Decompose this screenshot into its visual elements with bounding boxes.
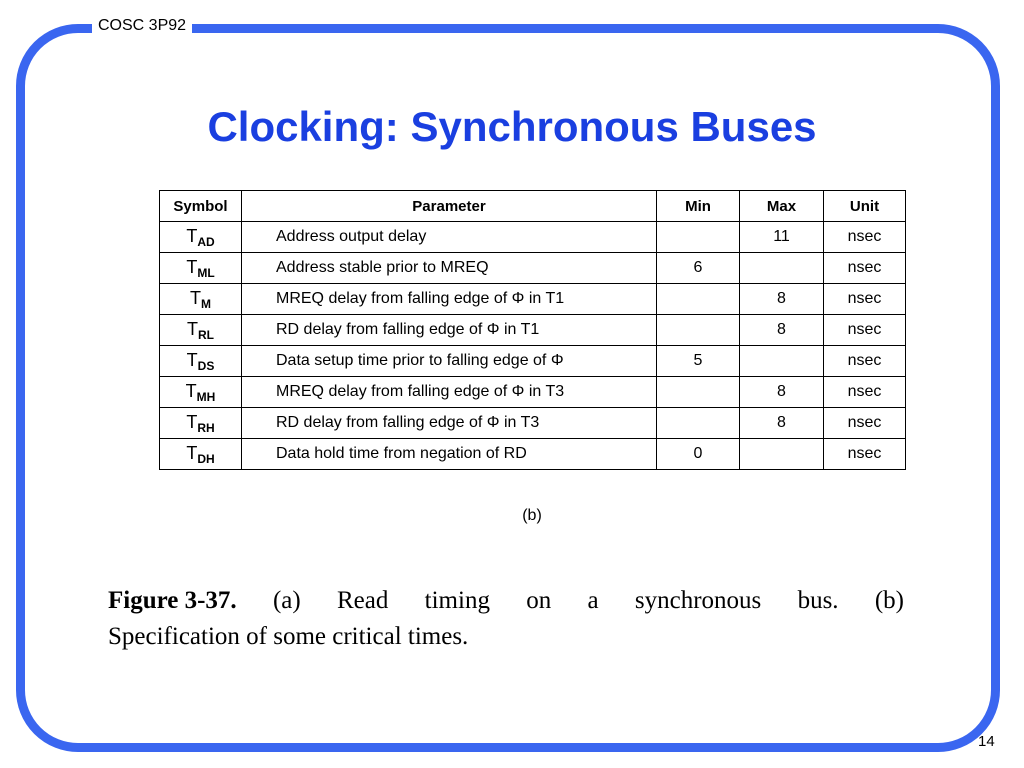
cell-max [740,253,824,284]
cell-min [657,377,740,408]
caption-word: a [587,587,599,614]
header-max: Max [740,191,824,222]
cell-parameter [242,315,657,346]
page-number: 14 [978,733,995,750]
symbol-subscript: M [201,296,211,311]
parameter-text: RD delay from falling edge of Φ in T3 [276,414,540,431]
cell-min [657,408,740,439]
symbol-subscript: MH [196,389,216,404]
cell-min [657,222,740,253]
caption-word: bus. [797,587,839,614]
symbol-base: T [186,225,198,246]
table-row [160,222,906,253]
symbol-base: T [186,411,198,432]
cell-min: 5 [657,346,740,377]
cell-unit: nsec [824,346,906,377]
parameter-text: Address stable prior to MREQ [276,259,489,276]
cell-parameter [242,346,657,377]
cell-min [657,315,740,346]
symbol-base: T [185,380,197,401]
cell-max: 8 [740,315,824,346]
table-row [160,408,906,439]
cell-parameter [242,222,657,253]
cell-max [740,439,824,470]
slide-title: Clocking: Synchronous Buses [207,103,817,150]
table-body [160,222,906,470]
cell-symbol [160,222,242,253]
header-unit: Unit [824,191,906,222]
cell-max: 8 [740,284,824,315]
caption-word: Read [337,587,389,614]
cell-symbol [160,377,242,408]
symbol-base: T [186,256,198,277]
symbol-subscript: ML [197,265,215,280]
cell-parameter [242,408,657,439]
cell-min: 6 [657,253,740,284]
cell-symbol [160,253,242,284]
symbol-base: T [190,287,201,308]
parameter-text: RD delay from falling edge of Φ in T1 [276,321,540,338]
table-row [160,439,906,470]
caption-label: Figure 3-37. [108,587,237,614]
cell-parameter [242,284,657,315]
cell-unit: nsec [824,284,906,315]
cell-min [657,284,740,315]
caption-line-1 [108,583,904,619]
figure-sub-label: (b) [522,507,542,524]
cell-unit: nsec [824,253,906,284]
parameter-text: Data setup time prior to falling edge of Φ [276,352,564,369]
cell-unit: nsec [824,377,906,408]
caption-word: timing [424,587,490,614]
table-row [160,346,906,377]
cell-parameter [242,377,657,408]
cell-symbol [160,439,242,470]
cell-unit: nsec [824,222,906,253]
symbol-base: T [186,442,198,463]
parameter-text: MREQ delay from falling edge of Φ in T1 [276,290,565,307]
cell-symbol [160,315,242,346]
cell-max: 8 [740,377,824,408]
symbol-subscript: DH [197,451,215,466]
caption-line-2: Specification of some critical times. [108,623,469,650]
timing-spec-table [159,190,906,470]
caption-word: on [526,587,552,614]
caption-word: synchronous [634,587,762,614]
figure-caption [108,583,904,655]
header-symbol: Symbol [160,191,242,222]
table-row [160,253,906,284]
course-label: COSC 3P92 [92,17,192,35]
symbol-subscript: AD [197,234,215,249]
header-min: Min [657,191,740,222]
table-row [160,315,906,346]
cell-unit: nsec [824,315,906,346]
parameter-text: Data hold time from negation of RD [276,445,527,462]
cell-unit: nsec [824,408,906,439]
cell-symbol [160,408,242,439]
table-row [160,377,906,408]
parameter-text: Address output delay [276,228,427,245]
symbol-base: T [186,349,198,370]
cell-parameter [242,253,657,284]
cell-min: 0 [657,439,740,470]
cell-symbol [160,284,242,315]
table-header-row [160,191,906,222]
cell-max: 11 [740,222,824,253]
symbol-base: T [187,318,198,339]
symbol-subscript: RL [198,327,214,342]
cell-parameter [242,439,657,470]
caption-word: (b) [874,587,904,614]
caption-word: (a) [272,587,301,614]
cell-symbol [160,346,242,377]
cell-unit: nsec [824,439,906,470]
table-row [160,284,906,315]
parameter-text: MREQ delay from falling edge of Φ in T3 [276,383,565,400]
header-parameter: Parameter [242,191,657,222]
symbol-subscript: RH [197,420,215,435]
cell-max [740,346,824,377]
symbol-subscript: DS [197,358,215,373]
cell-max: 8 [740,408,824,439]
